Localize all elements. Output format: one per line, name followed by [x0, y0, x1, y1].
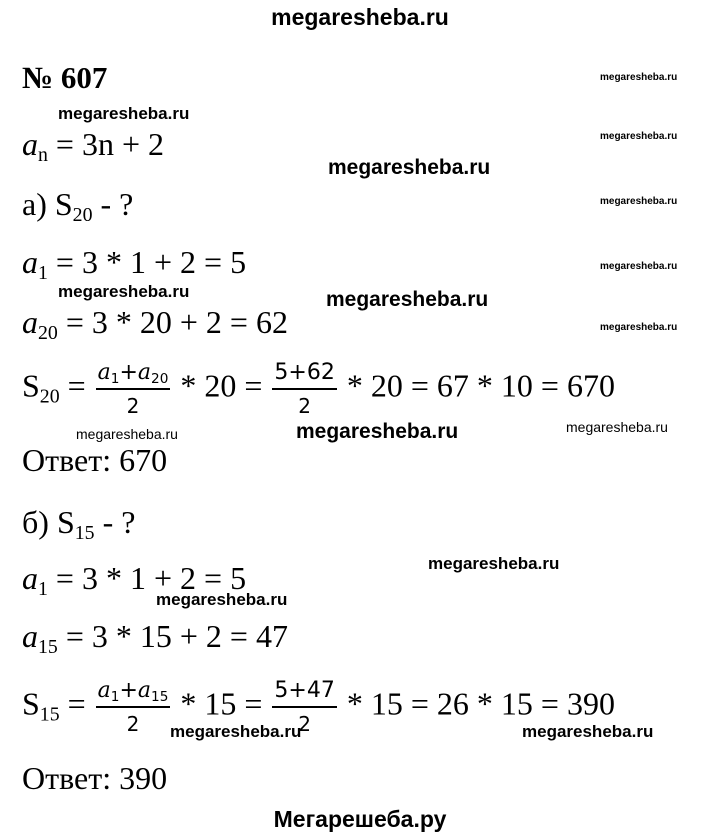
part-a-heading-pre: а) S: [22, 186, 73, 222]
part-b-frac2-den: 2: [298, 712, 311, 736]
part-a-sum-tail: * 20 = 67 * 10 = 670: [338, 367, 615, 404]
part-b-heading-post: - ?: [94, 504, 136, 540]
part-b-line1-var: a: [22, 560, 38, 596]
part-a-line2: [22, 304, 288, 344]
part-a-frac1-plus: +: [119, 360, 138, 385]
part-a-line2-var: a: [22, 304, 38, 340]
watermark: megaresheba.ru: [600, 131, 678, 142]
part-a-sum-mid: * 20 =: [172, 367, 271, 404]
watermark: megaresheba.ru: [328, 156, 491, 179]
part-b-frac1-den: 2: [126, 712, 140, 736]
formula-var: a: [22, 126, 38, 162]
formula-line: [22, 126, 165, 166]
watermark: megaresheba.ru: [600, 261, 678, 272]
part-a-frac1-a: a: [97, 360, 111, 385]
watermark: megaresheba.ru: [58, 282, 190, 301]
part-b-line1-rest: = 3 * 1 + 2 = 5: [47, 560, 247, 596]
part-a-answer: Ответ: 670: [22, 442, 168, 478]
part-a-line1-sub: 1: [38, 261, 48, 284]
part-a-sum-s: S: [22, 367, 40, 404]
part-a-line1-var: a: [22, 244, 38, 280]
part-a-heading: [22, 186, 134, 226]
part-b-line2-rest: = 3 * 15 + 2 = 47: [57, 618, 288, 654]
formula-rest: = 3n + 2: [47, 126, 165, 162]
part-b-line2-sub: 15: [38, 635, 58, 658]
watermark: megaresheba.ru: [326, 288, 489, 311]
part-b-frac1-a-sub: 1: [110, 689, 120, 706]
part-a-frac1-b-sub: 20: [151, 371, 169, 388]
part-a-heading-sub: 20: [72, 203, 93, 226]
formula-sub: n: [38, 143, 48, 166]
part-a-frac1-den: 2: [126, 394, 140, 418]
part-a-frac1-a-sub: 1: [110, 371, 120, 388]
part-a-line2-rest: = 3 * 20 + 2 = 62: [57, 304, 288, 340]
watermark: megaresheba.ru: [566, 419, 668, 435]
problem-number: № 607: [22, 60, 108, 95]
watermark: megaresheba.ru: [600, 322, 678, 333]
site-header: megaresheba.ru: [271, 4, 449, 30]
part-b-frac1-b: a: [137, 678, 152, 703]
part-b-line1-sub: 1: [38, 577, 48, 600]
part-b-sum-s-sub: 15: [39, 703, 60, 726]
part-b-line2-var: a: [22, 618, 38, 654]
part-b-frac1-plus: +: [119, 678, 138, 703]
part-b-sum: $S_{15}$ = $\frac{a_1+a_{15}}{2}$ * 15 = $\frac{5+47}{2}$ * 15 = 26 * 15 = 390: [22, 678, 615, 736]
part-b-frac1-b-sub: 15: [151, 689, 169, 706]
part-a-frac2-num: 5+62: [272, 362, 336, 390]
part-a-sum: $S_{20}$ = $\frac{a_1+a_{20}}{2}$ * 20 = $\frac{5+62}{2}$ * 20 = 67 * 10 = 670: [22, 360, 615, 418]
watermark: megaresheba.ru: [156, 590, 288, 609]
watermark: megaresheba.ru: [522, 722, 654, 741]
watermark: megaresheba.ru: [600, 196, 678, 207]
part-a-line1-rest: = 3 * 1 + 2 = 5: [47, 244, 247, 280]
watermark: megaresheba.ru: [600, 72, 678, 83]
part-b-heading-sub: 15: [74, 521, 95, 544]
part-b-line2: [22, 618, 288, 658]
part-b-frac1: [96, 680, 171, 734]
part-a-frac1-b: a: [137, 360, 152, 385]
part-a-line1: [22, 244, 247, 284]
part-a-frac1: [96, 362, 171, 416]
site-footer: Мегарешеба.ру: [273, 806, 447, 832]
watermark: megaresheba.ru: [58, 104, 190, 123]
part-b-sum-mid: * 15 =: [172, 685, 271, 722]
part-b-frac2-num: 5+47: [272, 680, 336, 708]
part-a-heading-post: - ?: [92, 186, 134, 222]
part-b-heading: [22, 504, 136, 544]
watermark: megaresheba.ru: [428, 554, 560, 573]
watermark: megaresheba.ru: [76, 426, 178, 442]
part-a-frac2: [272, 362, 336, 416]
part-b-heading-pre: б) S: [22, 504, 75, 540]
part-a-line2-sub: 20: [38, 321, 58, 344]
part-a-frac2-den: 2: [298, 394, 311, 418]
part-a-sum-s-sub: 20: [39, 385, 60, 408]
part-b-sum-tail: * 15 = 26 * 15 = 390: [338, 685, 615, 722]
part-b-frac1-a: a: [97, 678, 111, 703]
watermark: megaresheba.ru: [170, 722, 302, 741]
part-b-answer: Ответ: 390: [22, 760, 168, 796]
watermark: megaresheba.ru: [296, 420, 459, 443]
part-b-sum-s: S: [22, 685, 40, 722]
